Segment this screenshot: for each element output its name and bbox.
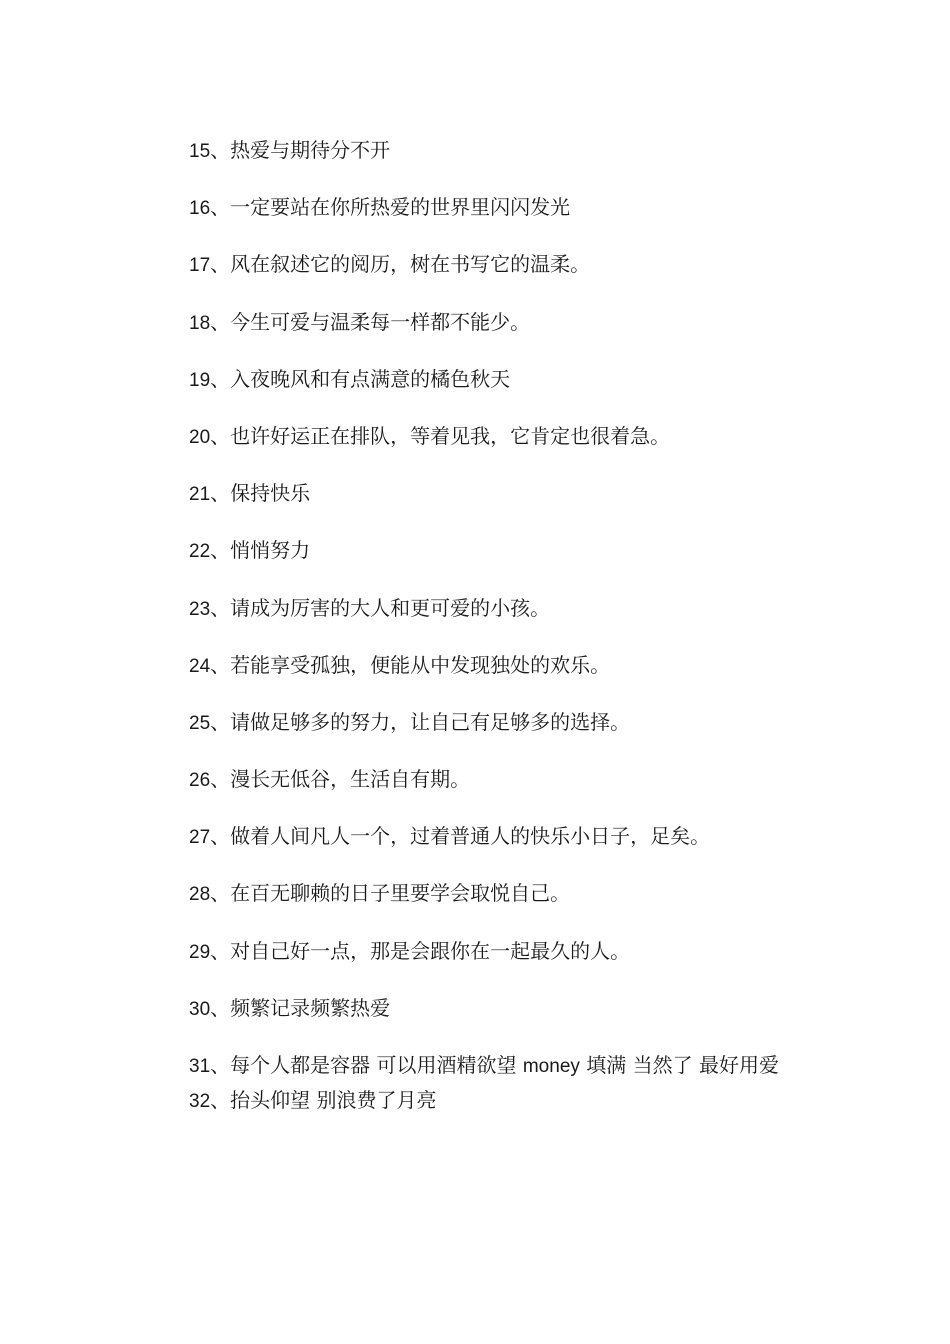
list-item-19: [145, 362, 815, 419]
item-separator: 、: [210, 366, 231, 391]
item-text: 今生可爱与温柔每一样都不能少。: [230, 309, 531, 334]
item-number: 32: [189, 1091, 211, 1113]
item-number: 17: [189, 255, 211, 277]
item-text: 悄悄努力: [230, 538, 311, 563]
item-number: 30: [189, 998, 211, 1020]
list-item-28: [145, 876, 815, 933]
list-item-16: [145, 190, 815, 247]
item-text: 若能享受孤独，便能从中发现独处的欢乐。: [230, 652, 611, 677]
item-separator: 、: [210, 652, 231, 677]
list-item-24: [145, 648, 815, 705]
item-text: 请成为厉害的大人和更可爱的小孩。: [230, 595, 551, 620]
item-text-part-b: 填满 当然了 最好用爱: [579, 1052, 779, 1077]
item-text-part-a: 每个人都是容器 可以用酒精欲望: [230, 1052, 523, 1077]
item-text: 风在叙述它的阅历，树在书写它的温柔。: [230, 252, 591, 277]
list-item-25: [145, 705, 815, 762]
item-text: 入夜晚风和有点满意的橘色秋天: [230, 366, 511, 391]
item-number: 22: [189, 541, 211, 563]
item-text: 热爱与期待分不开: [230, 138, 391, 162]
item-separator: 、: [210, 824, 231, 849]
item-separator: 、: [210, 252, 231, 277]
item-separator: 、: [210, 423, 231, 448]
item-separator: 、: [210, 1052, 231, 1077]
item-number: 24: [189, 655, 211, 677]
item-text: 保持快乐: [230, 481, 311, 506]
item-number: 29: [189, 941, 211, 963]
item-text: 也许好运正在排队，等着见我，它肯定也很着急。: [230, 423, 671, 448]
list-item-22: [145, 533, 815, 590]
item-separator: 、: [210, 881, 231, 906]
item-number: 23: [189, 598, 211, 620]
item-separator: 、: [210, 767, 231, 792]
list-item-21: [145, 476, 815, 533]
item-separator: 、: [210, 709, 231, 734]
item-number: 21: [189, 484, 211, 506]
item-number: 26: [189, 770, 211, 792]
list-item-23: [145, 591, 815, 648]
item-separator: 、: [210, 595, 231, 620]
item-number: 18: [189, 312, 211, 334]
item-separator: 、: [210, 938, 231, 963]
item-number: 16: [189, 198, 211, 220]
item-number: 20: [189, 426, 211, 448]
quote-list: [145, 133, 815, 1140]
item-separator: 、: [210, 995, 231, 1020]
item-number: 19: [189, 369, 211, 391]
list-item-18: [145, 305, 815, 362]
item-separator: 、: [210, 195, 231, 220]
item-separator: 、: [210, 138, 231, 162]
item-number: 27: [189, 827, 211, 849]
item-separator: 、: [210, 538, 231, 563]
list-item-15: [145, 133, 815, 190]
item-number: 31: [189, 1055, 211, 1077]
item-text: 漫长无低谷，生活自有期。: [230, 767, 471, 792]
item-text: 对自己好一点，那是会跟你在一起最久的人。: [230, 938, 631, 963]
list-item-26: [145, 762, 815, 819]
list-item-29: [145, 934, 815, 991]
list-item-27: [145, 819, 815, 876]
item-separator: 、: [210, 1088, 231, 1113]
item-number: 15: [189, 141, 211, 162]
item-separator: 、: [210, 481, 231, 506]
list-item-20: [145, 419, 815, 476]
item-separator: 、: [210, 309, 231, 334]
item-text: 在百无聊赖的日子里要学会取悦自己。: [230, 881, 571, 906]
item-number: 28: [189, 884, 211, 906]
item-text: 抬头仰望 别浪费了月亮: [230, 1088, 437, 1113]
item-text: 做着人间凡人一个，过着普通人的快乐小日子，足矣。: [230, 824, 711, 849]
item-text: 请做足够多的努力，让自己有足够多的选择。: [230, 709, 631, 734]
item-text: 频繁记录频繁热爱: [230, 995, 391, 1020]
list-item-17: [145, 247, 815, 304]
item-text-latin: money: [522, 1055, 580, 1077]
item-text: 一定要站在你所热爱的世界里闪闪发光: [230, 195, 571, 220]
item-number: 25: [189, 712, 211, 734]
